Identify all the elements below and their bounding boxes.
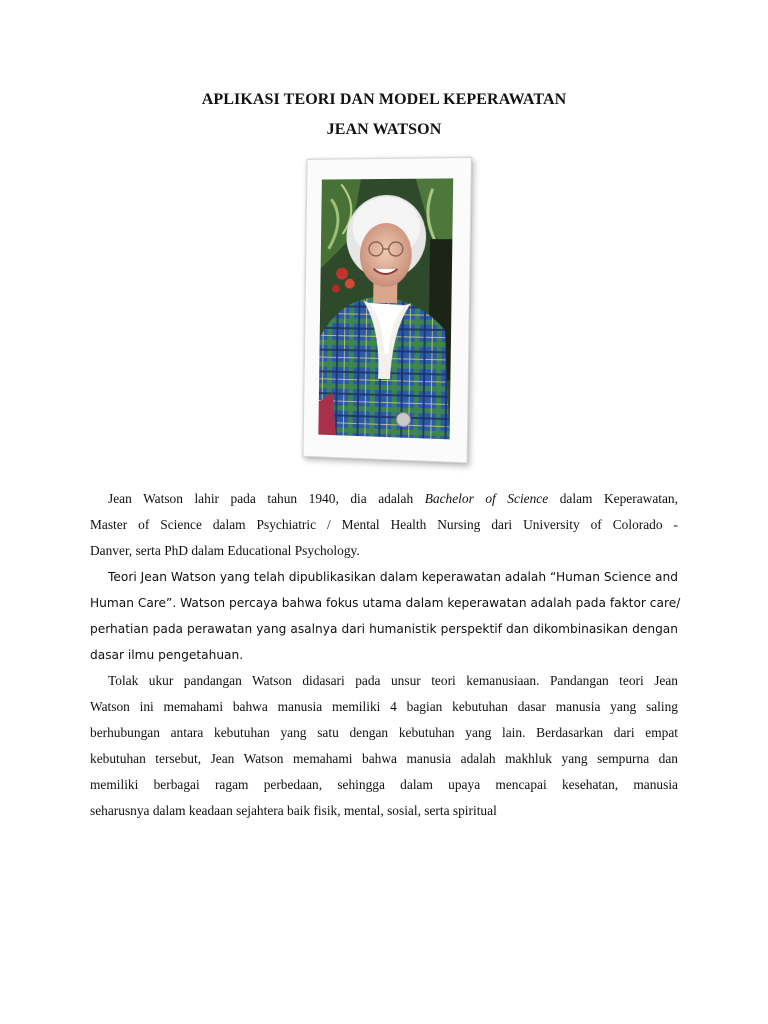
paragraph-line: memiliki berbagai ragam perbedaan, sehingga dalam upaya mencapai kesehatan, manusia	[90, 777, 678, 792]
paragraph-theory	[90, 564, 681, 668]
text-span: dalam Keperawatan,	[559, 491, 678, 506]
photo-frame	[303, 157, 472, 463]
paragraph-line: dasar ilmu pengetahuan.	[90, 648, 244, 662]
paragraph-line	[90, 486, 678, 512]
paragraph-line: Master of Science dalam Psychiatric / Mental Health Nursing dari University of Colorado -	[90, 517, 678, 532]
document-title: APLIKASI TEORI DAN MODEL KEPERAWATAN	[201, 91, 567, 108]
paragraph-line: Teori Jean Watson yang telah dipublikasikan dalam keperawatan adalah “Human Science and	[108, 570, 678, 584]
portrait-card	[303, 157, 470, 461]
text-span: Jean Watson lahir pada tahun 1940, dia adalah	[108, 491, 414, 506]
document-subtitle: JEAN WATSON	[326, 121, 442, 138]
paragraph-line: Human Care”. Watson percaya bahwa fokus utama dalam keperawatan adalah pada faktor care/	[90, 596, 681, 610]
paragraph-line: perhatian pada perawatan yang asalnya dari humanistik perspektif dan dikombinasikan dengan	[90, 622, 678, 636]
portrait-illustration	[318, 178, 453, 439]
italic-text: Bachelor of Science	[424, 491, 549, 506]
portrait-photo	[318, 178, 453, 439]
paragraph-line: Watson ini memahami bahwa manusia memiliki 4 bagian kebutuhan dasar manusia yang saling	[90, 699, 678, 714]
paragraph-line: seharusnya dalam keadaan sejahtera baik fisik, mental, sosial, serta spiritual	[90, 803, 497, 818]
paragraph-line: kebutuhan tersebut, Jean Watson memahami bahwa manusia adalah makhluk yang sempurna dan	[90, 751, 678, 766]
paragraph-line: Danver, serta PhD dalam Educational Psychology.	[90, 543, 360, 558]
paragraph-biography	[90, 486, 678, 564]
paragraph-line: berhubungan antara kebutuhan yang satu dengan kebutuhan yang lain. Berdasarkan dari empat	[90, 725, 678, 740]
paragraph-viewpoint	[90, 668, 678, 824]
paragraph-line: Tolak ukur pandangan Watson didasari pada unsur teori kemanusiaan. Pandangan teori Jean	[108, 673, 678, 688]
